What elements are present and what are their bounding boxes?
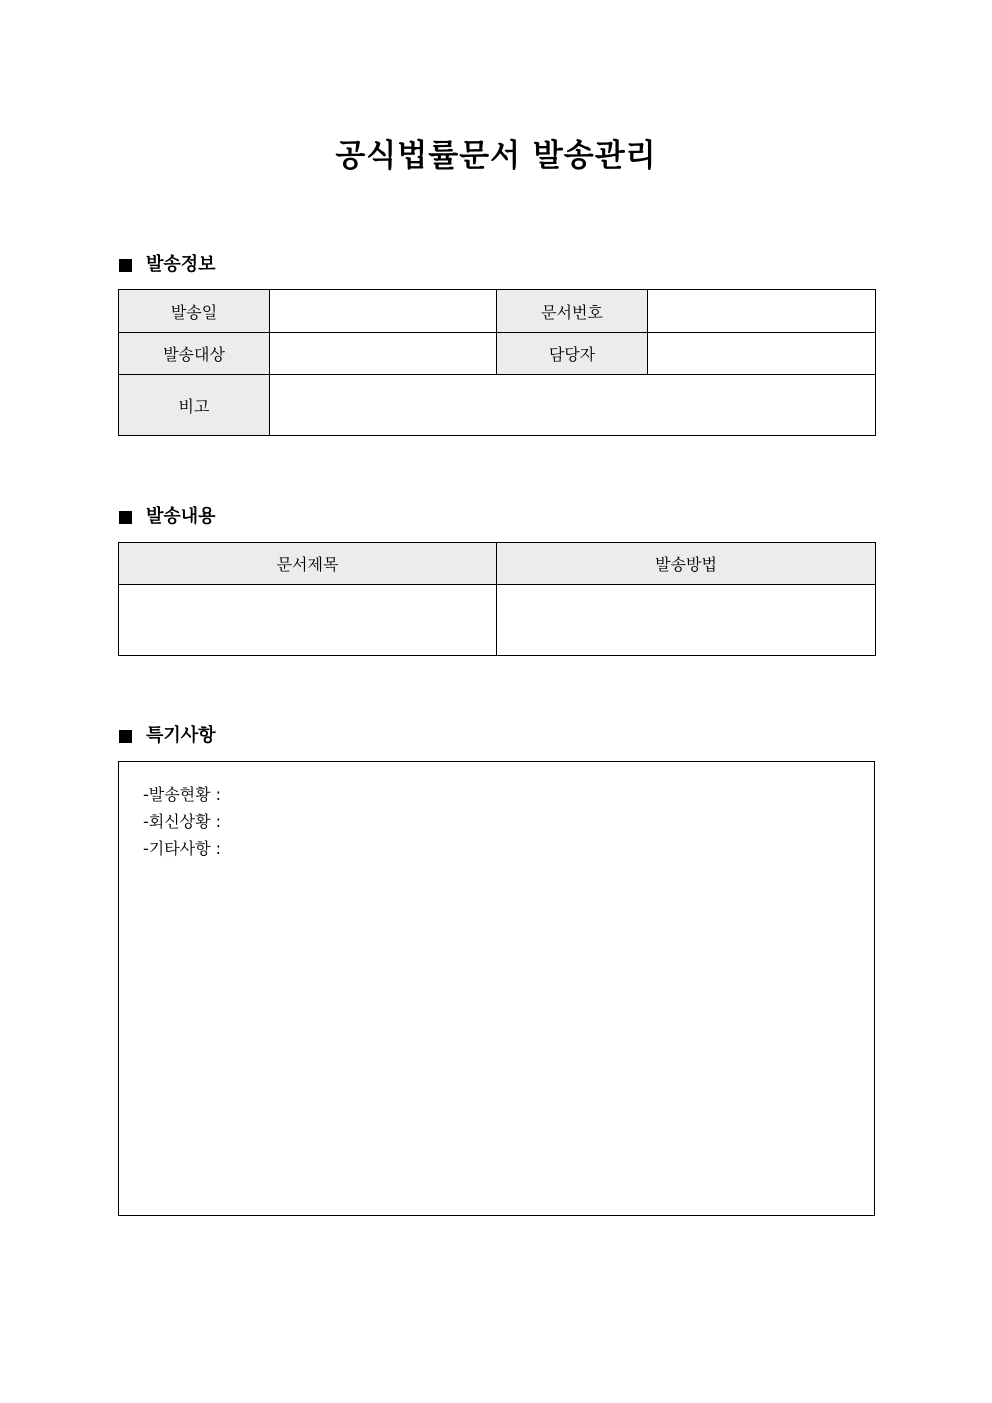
document-number-label: 문서번호 <box>497 290 648 333</box>
special-notes-box[interactable] <box>118 761 875 1216</box>
table-row <box>119 375 876 436</box>
square-bullet-icon <box>119 511 132 524</box>
table-row <box>119 585 876 656</box>
document-title-header: 문서제목 <box>119 543 497 585</box>
table-row <box>119 333 876 375</box>
table-row <box>119 290 876 333</box>
send-info-table <box>118 289 876 436</box>
square-bullet-icon <box>119 259 132 272</box>
send-content-table <box>118 542 876 656</box>
document-number-field[interactable] <box>648 290 876 333</box>
list-item: -기타사항 : <box>143 839 222 858</box>
section-heading-content <box>119 505 216 529</box>
send-target-field[interactable] <box>270 333 497 375</box>
document-title: 공식법률문서 발송관리 <box>335 138 657 174</box>
notes-list <box>143 781 221 862</box>
section-title: 발송내용 <box>146 506 216 527</box>
section-title: 발송정보 <box>146 254 216 275</box>
list-item: -발송현황 : <box>143 785 222 804</box>
remarks-label: 비고 <box>119 375 270 436</box>
person-in-charge-field[interactable] <box>648 333 876 375</box>
list-item: -회신상황 : <box>143 812 222 831</box>
send-date-field[interactable] <box>270 290 497 333</box>
person-in-charge-label: 담당자 <box>497 333 648 375</box>
send-method-header: 발송방법 <box>497 543 876 585</box>
section-title: 특기사항 <box>146 725 216 746</box>
section-heading-info <box>119 253 216 277</box>
square-bullet-icon <box>119 730 132 743</box>
table-row <box>119 543 876 585</box>
document-title-field[interactable] <box>119 585 497 656</box>
remarks-field[interactable] <box>270 375 876 436</box>
send-target-label: 발송대상 <box>119 333 270 375</box>
send-method-field[interactable] <box>497 585 876 656</box>
section-heading-notes <box>119 724 216 748</box>
send-date-label: 발송일 <box>119 290 270 333</box>
